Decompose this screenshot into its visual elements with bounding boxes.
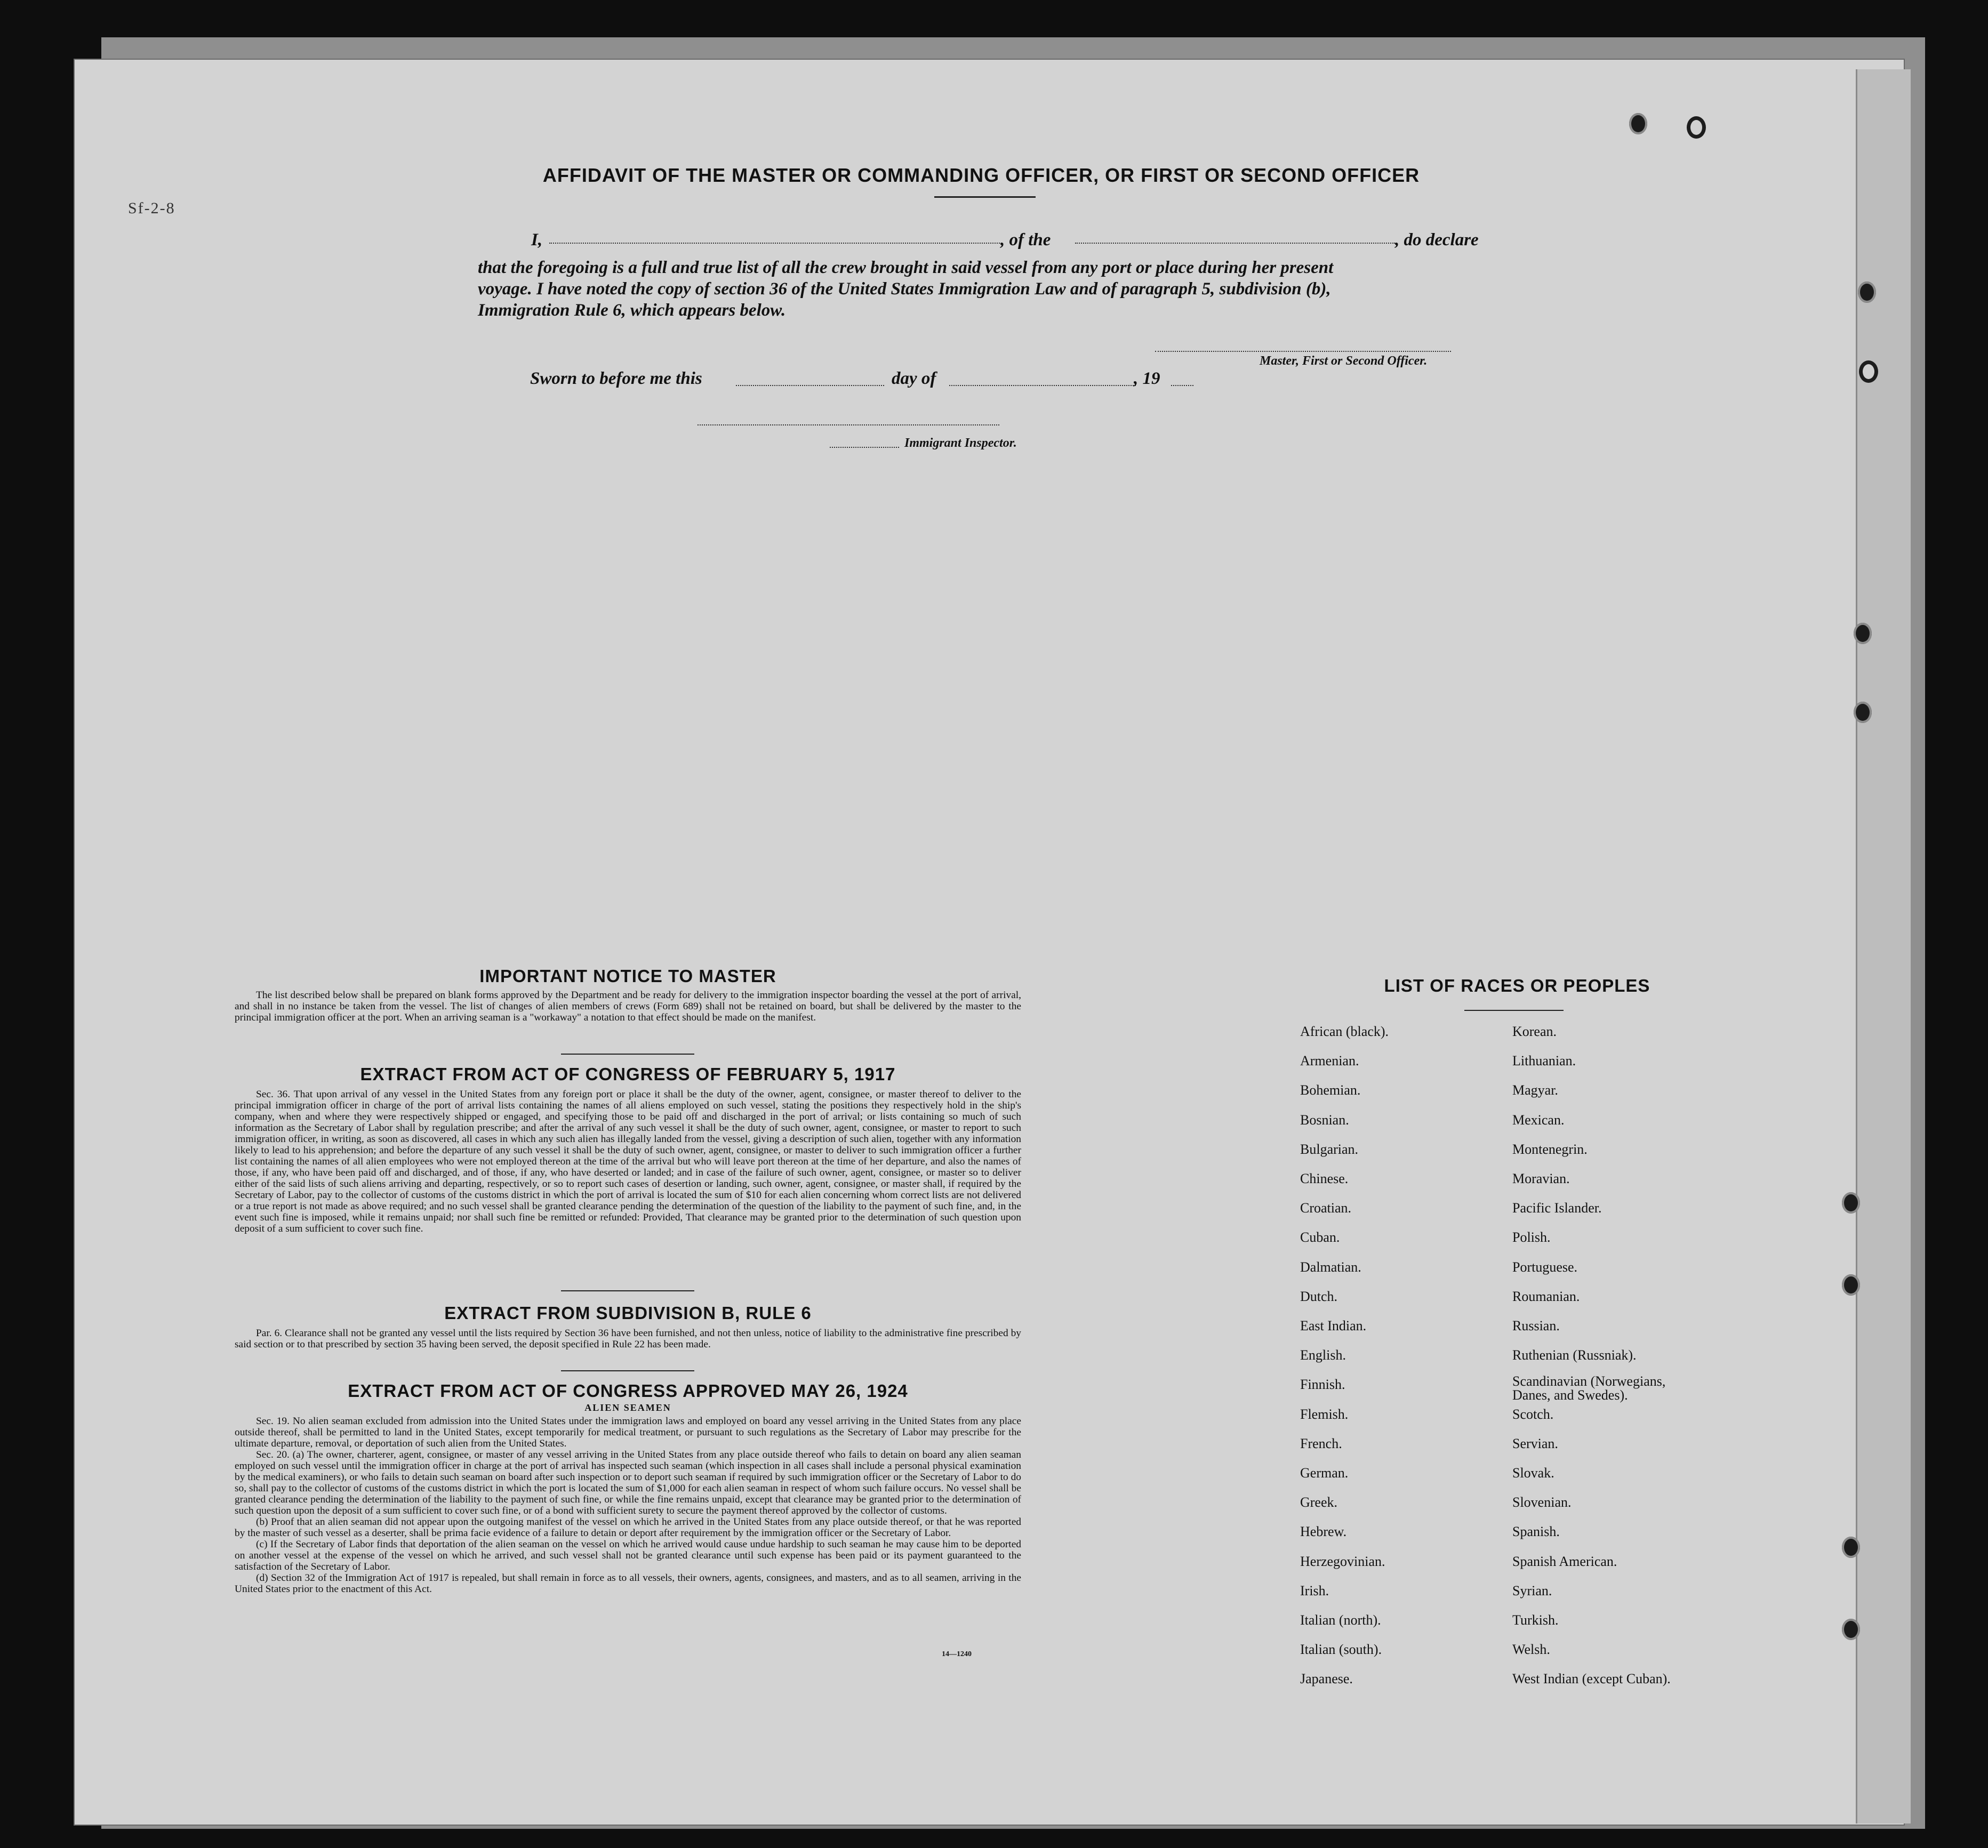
extract-1917-section — [235, 1064, 1021, 1234]
affidavit-line-2: that the foregoing is a full and true list of all the crew brought in said vessel from any port or place during her present — [478, 258, 1334, 277]
affidavit-line-4: Immigration Rule 6, which appears below. — [478, 301, 786, 320]
inspector-signature-blank[interactable] — [698, 424, 999, 425]
extract-rule6-heading: EXTRACT FROM SUBDIVISION B, RULE 6 — [444, 1303, 812, 1323]
sworn-year: , 19 — [1134, 369, 1160, 388]
affidavit-line-3: voyage. I have noted the copy of section 36 of the United States Immigration Law and of paragraph 5, subdivision (b), — [478, 279, 1331, 299]
punch-hole — [1854, 623, 1872, 644]
race-item: Bosnian. — [1300, 1112, 1349, 1128]
race-item: Dutch. — [1300, 1288, 1338, 1304]
races-heading: LIST OF RACES OR PEOPLES — [1384, 976, 1650, 995]
inspector-caption: Immigrant Inspector. — [904, 436, 1017, 450]
race-item: Scotch. — [1512, 1406, 1554, 1422]
race-item: Korean. — [1512, 1024, 1557, 1039]
race-item: Turkish. — [1512, 1612, 1559, 1628]
form-number: 14—1240 — [942, 1650, 972, 1658]
punch-hole — [1858, 282, 1876, 303]
vessel-blank[interactable] — [1075, 243, 1395, 244]
extract-1924-section — [235, 1381, 1021, 1595]
race-item: Mexican. — [1512, 1112, 1565, 1128]
extract-1917-body: Sec. 36. That upon arrival of any vessel in the United States from any foreign port or place it shall be the duty of the owner, agent, consignee, or master thereof to deliver to the principal immigration officer in charge of the port of arrival lists containing the names of all aliens employed on such vessel, stating the positions they respectively hold in the ship's company, when and where they were respectively shipped or engaged, and specifying those to be paid off and discharged in the port of arrival; or lists containing so much of such information as the Secretary of Labor shall by regulation prescribe; and after the arrival of any such vessel it shall be the duty of such owner, agent, consignee, or master to report to such immigration officer, in writing, as soon as discovered, all cases in which any such alien has illegally landed from the vessel, giving a description of such alien, together with any information likely to lead to his apprehension; and before the departure of any such vessel it shall be the duty of such owner, agent, consignee, or master to deliver to such immigration officer a further list containing the names of all alien employees who were not employed thereon at the time of the arrival but who will leave port thereon at the time of her departure, and also the names of those, if any, who have been paid off and discharged, and of those, if any, who have deserted or landed; and in case of the failure of such owner, agent, consignee, or master so to deliver either of the said lists of such aliens arriving and departing, respectively, or so to report such cases of desertion or landing, such owner, agent, consignee, or master shall, if required by the Secretary of Labor, pay to the collector of customs of the customs district in which the port of arrival is located the sum of $10 for each alien concerning whom correct lists are not delivered or a true report is not made as above required; and no such vessel shall be granted clearance pending the determination of the question of the liability to the payment of such fine, and, in the event such fine is imposed, while it remains unpaid; nor shall such fine be remitted or refunded: Provided, That clearance may be granted prior to the determination of such question upon deposit of a sum sufficient to cover such fine. — [235, 1089, 1021, 1234]
section-20a-paragraph: Sec. 20. (a) The owner, charterer, agent, consignee, or master of any vessel arriving in the United States from any place outside thereof who fails to detain on board any alien seaman employed on such vessel until the immigration officer in charge at the port of arrival has inspected such seaman (which inspection in all cases shall include a personal physical examination by the medical examiners), or who fails to detain such seaman on board after such inspection or to deport such seaman if required by such immigration officer or the Secretary of Labor to do so, shall pay to the collector of customs of the customs district in which the port is located the sum of $1,000 for each alien seaman in respect of whom such failure occurs. No vessel shall be granted clearance pending the determination of the liability to the payment of such fine, or while the fine remains unpaid, except that clearance may be granted prior to the determination of such question upon the deposit of a sum sufficient to cover such fine, or of a bond with sufficient surety to secure the payment thereof approved by the collector of customs. — [235, 1449, 1021, 1516]
race-item: Italian (north). — [1300, 1612, 1381, 1628]
race-item: Finnish. — [1300, 1377, 1345, 1393]
race-item: Slovenian. — [1512, 1495, 1572, 1510]
margin-note: Sf-2-8 — [128, 199, 175, 217]
section-20b-paragraph: (b) Proof that an alien seaman did not appear upon the outgoing manifest of the vessel on which he arrived in the United States from any place outside thereof, or that he was reported by the master of such vessel as a deserter, shall be prima facie evidence of a failure to detain or deport after requirement by the immigration officer or the Secretary of Labor. — [235, 1516, 1021, 1539]
race-item: Montenegrin. — [1512, 1141, 1588, 1157]
affidavit-declare: , do declare — [1395, 230, 1479, 250]
extract-1917-heading: EXTRACT FROM ACT OF CONGRESS OF FEBRUARY 5, 1917 — [360, 1064, 896, 1084]
section-rule — [561, 1290, 694, 1291]
race-item: French. — [1300, 1435, 1342, 1451]
race-item: East Indian. — [1300, 1318, 1367, 1333]
race-item: Scandinavian (Norwegians, Danes, and Swedes). — [1512, 1373, 1666, 1403]
punch-hole — [1854, 702, 1872, 723]
race-item: Bulgarian. — [1300, 1141, 1359, 1157]
sworn-prefix: Sworn to before me this — [530, 369, 702, 388]
race-item: Greek. — [1300, 1495, 1338, 1510]
race-item: Lithuanian. — [1512, 1053, 1576, 1069]
section-rule — [561, 1370, 694, 1371]
notice-section — [235, 966, 1021, 1023]
section-rule — [561, 1054, 694, 1055]
race-item: Italian (south). — [1300, 1642, 1382, 1658]
race-item: Hebrew. — [1300, 1524, 1347, 1540]
race-item: Flemish. — [1300, 1406, 1349, 1422]
punch-hole — [1842, 1274, 1860, 1296]
race-item: Polish. — [1512, 1230, 1551, 1246]
race-item: Croatian. — [1300, 1200, 1352, 1216]
title-rule — [934, 196, 1036, 198]
race-item: Dalmatian. — [1300, 1259, 1361, 1275]
race-item: West Indian (except Cuban). — [1512, 1671, 1671, 1687]
affidavit-title: AFFIDAVIT OF THE MASTER OR COMMANDING OFFICER, OR FIRST OR SECOND OFFICER — [542, 164, 1420, 186]
sworn-day-blank[interactable] — [736, 385, 884, 386]
name-blank[interactable] — [549, 243, 1000, 244]
race-item: Welsh. — [1512, 1642, 1550, 1658]
race-item: Roumanian. — [1512, 1288, 1580, 1304]
race-item: Ruthenian (Russniak). — [1512, 1347, 1637, 1363]
race-item: Japanese. — [1300, 1671, 1353, 1687]
punch-hole — [1842, 1619, 1860, 1640]
races-rule — [1464, 1010, 1564, 1011]
race-item: Servian. — [1512, 1435, 1558, 1451]
race-item: Magyar. — [1512, 1082, 1558, 1098]
inspector-leader — [830, 447, 899, 448]
notice-heading: IMPORTANT NOTICE TO MASTER — [479, 966, 776, 986]
section-19-paragraph: Sec. 19. No alien seaman excluded from admission into the United States under the immigration laws and employed on board any vessel arriving in the United States from any place outside thereof, shall be permitted to land in the United States, except temporarily for medical treatment, or pursuant to such regulations as the Secretary of Labor may prescribe for the ultimate departure, removal, or deportation of such alien from the United States. — [235, 1416, 1021, 1449]
race-item: German. — [1300, 1465, 1349, 1481]
extract-1924-heading: EXTRACT FROM ACT OF CONGRESS APPROVED MAY 26, 1924 — [348, 1381, 908, 1401]
sworn-month-blank[interactable] — [949, 385, 1136, 386]
race-item: Moravian. — [1512, 1171, 1570, 1186]
punch-hole — [1687, 116, 1706, 139]
notice-body: The list described below shall be prepared on blank forms approved by the Department and be ready for delivery to the immigration inspector boarding the vessel at the port of arrival, and shall in no instance be taken from the vessel. The list of changes of alien members of crews (Form 689) shall not be retained on board, but shall be delivered by the master to the principal immigration officer at the port. When an arriving seaman is a "workaway" a notation to that effect should be made on the manifest. — [235, 990, 1021, 1023]
punch-hole — [1842, 1537, 1860, 1558]
race-item: Irish. — [1300, 1582, 1329, 1598]
race-item: Spanish American. — [1512, 1553, 1617, 1569]
binding-strip — [1856, 69, 1911, 1823]
signature-caption: Master, First or Second Officer. — [1260, 354, 1428, 368]
affidavit-of-the: , of the — [1000, 230, 1051, 250]
section-20c-paragraph: (c) If the Secretary of Labor finds that deportation of the alien seaman on the vessel on which he arrived would cause undue hardship to such seaman he may cause him to be deported on another vessel at the expense of the vessel on which he arrived, and such vessel shall not be granted clearance until such expense has been paid or its payment guaranteed to the satisfaction of the Secretary of Labor. — [235, 1539, 1021, 1572]
race-item: Slovak. — [1512, 1465, 1554, 1481]
race-item: English. — [1300, 1347, 1346, 1363]
race-item: Bohemian. — [1300, 1082, 1361, 1098]
section-20d-paragraph: (d) Section 32 of the Immigration Act of 1917 is repealed, but shall remain in force as to all vessels, their owners, agents, consignees, and masters, and as to all seamen, arriving in the United States prior to the enactment of this Act. — [235, 1572, 1021, 1595]
signature-blank[interactable] — [1155, 351, 1451, 352]
affidavit-i: I, — [531, 230, 543, 250]
race-item: Cuban. — [1300, 1230, 1340, 1246]
race-item: Portuguese. — [1512, 1259, 1578, 1275]
alien-seamen-subheading: ALIEN SEAMEN — [584, 1402, 671, 1413]
punch-hole — [1629, 113, 1647, 134]
race-item: Herzegovinian. — [1300, 1553, 1385, 1569]
race-item: African (black). — [1300, 1024, 1389, 1039]
punch-hole — [1842, 1192, 1860, 1214]
punch-hole — [1859, 360, 1878, 383]
race-item: Pacific Islander. — [1512, 1200, 1602, 1216]
race-item: Syrian. — [1512, 1582, 1552, 1598]
race-item: Russian. — [1512, 1318, 1560, 1333]
race-item: Chinese. — [1300, 1171, 1349, 1186]
extract-rule6-section — [235, 1303, 1021, 1350]
race-item: Spanish. — [1512, 1524, 1560, 1540]
sworn-day-of: day of — [892, 369, 936, 388]
race-item: Armenian. — [1300, 1053, 1359, 1069]
extract-rule6-body: Par. 6. Clearance shall not be granted any vessel until the lists required by Section 36 have been furnished, and not then unless, notice of liability to the administrative fine prescribed by said section or to that prescribed by section 35 having been served, the deposit specified in Rule 22 has been made. — [235, 1328, 1021, 1350]
sworn-year-blank[interactable] — [1171, 385, 1193, 386]
